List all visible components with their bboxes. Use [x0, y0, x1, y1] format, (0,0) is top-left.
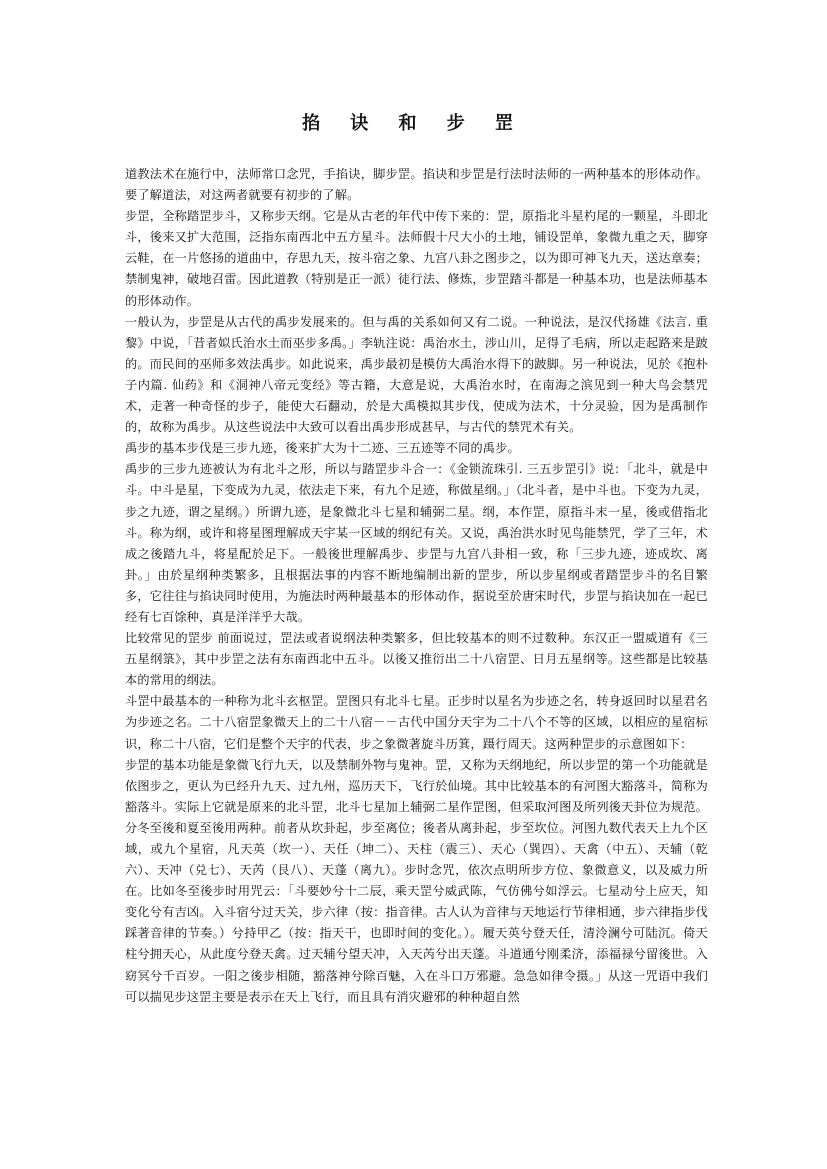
- body-text: [125, 164, 708, 1008]
- paragraph-bugang-definition: 步罡，全称踏罡步斗，又称步天纲。它是从古老的年代中传下来的：罡，原指北斗星杓尾的一颗星，斗即北斗，後来又扩大范围，泛指东南西北中五方星斗。法师假十尺大小的土地，铺设罡单，象微九重之天，脚穿云鞋，在一片悠扬的道曲中，存思九天，按斗宿之象、九宫八卦之图步之，以为即可神飞九天，送达章奏；禁制鬼神，破地召雷。因此道教（特别是正一派）徒行法、修炼，步罡踏斗都是一种基本功，也是法师基本的形体动作。: [125, 209, 708, 308]
- paragraph-bugang-function: 步罡的基本功能是象微飞行九天，以及禁制外物与鬼神。罡，又称为天纲地纪，所以步罡的第一个功能就是依图步之，更认为已经升九天、过九州，巡历天下，飞行於仙境。其中比较基本的有河图大豁落斗，简称为豁落斗。实际上它就是原来的北斗罡，北斗七星加上辅弼二星作罡图，但采取河图及所列後天卦位为规范。分冬至後和夏至後用两种。前者从坎卦起，步至离位；後者从离卦起，步至坎位。河图九数代表天上九个区域，或九个星宿，凡天英（坎一）、天任（坤二）、天柱（震三）、天心（巽四）、天禽（中五）、天辅（乾六）、天冲（兑七）、天芮（艮八）、天蓬（离九）。步时念咒，依次点明所步方位、象微意义，以及威力所在。比如冬至後步时用咒云：「斗要妙兮十二辰，乘天罡兮威武陈，气仿佛兮如浮云。七星动兮上应天，知变化兮有吉凶。入斗宿兮过天关，步六律（按：指音律。古人认为音律与天地运行节律相通，步六律指步伐踩著音律的节奏。）兮持甲乙（按：指天干，也即时间的变化。）。履天英兮登天任，清泠澜兮可陆沉。倚天柱兮拥天心，从此度兮登天禽。过天辅兮望天冲，入天芮兮出天蓬。斗道通兮刚柔济，添福禄兮留後世。入窈冥兮千百岁。一阳之後步相随，豁落神兮除百魅，入在斗口万邪避。急急如律令摄。」从这一咒语中我们可以揣见步这罡主要是表示在天上飞行，而且具有消灾避邪的种种超自然: [125, 757, 708, 1004]
- paragraph-yubu-steps: 禹步的基本步伐是三步九迹，後来扩大为十二迹、三五迹等不同的禹步。: [125, 441, 520, 456]
- paragraph-beidou-xuanshu: 斗罡中最基本的一种称为北斗玄枢罡。罡图只有北斗七星。正步时以星名为步迹之名，转身返回时以星君名为步迹之名。二十八宿罡象微天上的二十八宿－－古代中国分天宇为二十八个不等的区域，以相应的星宿标识，称二十八宿，它们是整个天宇的代表，步之象微著旋斗历箕，蹑行周天。这两种罡步的示意图如下：: [125, 694, 708, 751]
- paragraph-three-steps-nine-traces: 禹步的三步九迹被认为有北斗之形，所以与踏罡步斗合一：《金锁流珠引. 三五步罡引》说：「北斗，就是中斗。中斗是星，下变成为九灵，依法走下来，有九个足迹，称做星纲。」（北斗者，是中斗也。下变为九灵，步之九迹，谓之星纲。）所谓九迹，是象微北斗七星和辅弼二星。纲，本作罡，原指斗末一星，後或借指北斗。称为纲，或许和将星图理解成天宇某一区域的纲纪有关。又说，禹治洪水时见鸟能禁咒，学了三年，术成之後踏九斗，将星配於足下。一般後世理解禹步、步罡与九宫八卦相一致，称「三步九迹，迹成坎、离卦。」由於星纲种类繁多，且根据法事的内容不断地编制出新的罡步，所以步星纲或者踏罡步斗的名目繁多，它往往与掐诀同时使用，为施法时两种最基本的形体动作，据说至於唐宋时代，步罡与掐诀加在一起已经有七百馀种，真是洋洋乎大哉。: [125, 462, 708, 624]
- paragraph-intro: 道教法术在施行中，法师常口念咒，手掐诀，脚步罡。掐诀和步罡是行法时法师的一两种基本的形体动作。要了解道法，对这两者就要有初步的了解。: [125, 167, 708, 203]
- paragraph-common-gangbu: 比较常见的罡步 前面说过，罡法或者说纲法种类繁多，但比较基本的则不过数种。东汉正一盟威道有《三五星纲箓》，其中步罡之法有东南西北中五斗。以後又推衍出二十八宿罡、日月五星纲等。这些都是比较基本的常用的纲法。: [125, 631, 708, 688]
- page-title: 掐 诀 和 步 罡: [301, 113, 526, 134]
- paragraph-yubu-origin: 一般认为，步罡是从古代的禹步发展来的。但与禹的关系如何又有二说。一种说法，是汉代扬雄《法言. 重黎》中说，「昔者姒氏治水土而巫步多禹。」李轨注说：禹治水土，涉山川，足得了毛病，所以走起路来是跛的。而民间的巫师多效法禹步。如此说来，禹步最初是模仿大禹治水得下的跛脚。另一种说法，见於《抱朴子内篇. 仙药》和《洞神八帝元变经》等古籍，大意是说，大禹治水时，在南海之滨见到一种大鸟会禁咒术，走著一种奇怪的步子，能使大石翻动，於是大禹模拟其步伐，使成为法术，十分灵验，因为是禹制作的，故称为禹步。从这些说法中大致可以看出禹步形成甚早，与古代的禁咒术有关。: [125, 314, 708, 435]
